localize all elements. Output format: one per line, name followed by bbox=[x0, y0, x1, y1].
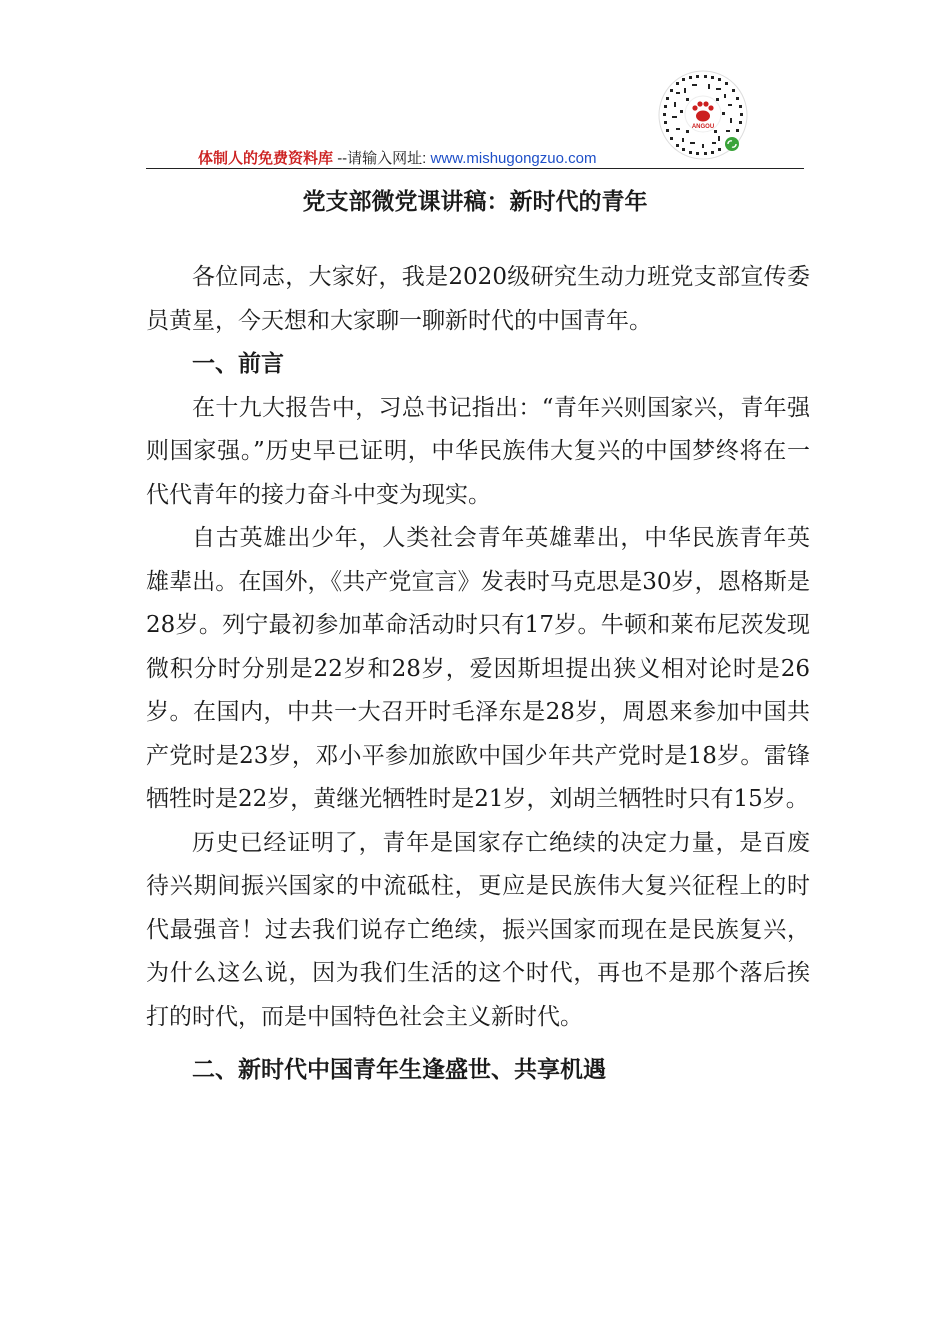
document-body bbox=[146, 256, 810, 1093]
header-brand: 体制人的免费资料库 bbox=[198, 150, 334, 167]
section-heading-preface: 一、前言 bbox=[192, 351, 284, 377]
header-separator: --请输入网址: bbox=[337, 150, 427, 167]
header-watermark bbox=[198, 147, 596, 168]
header-url[interactable]: www.mishugongzuo.com bbox=[430, 150, 597, 167]
body-paragraph: 历史已经证明了，青年是国家存亡绝续的决定力量，是百废待兴期间振兴国家的中流砥柱，更应是民族伟大复兴征程上的时代最强音！过去我们说存亡绝续，振兴国家而现在是民族复兴，为什么这么说，因为我们生活的这个时代，再也不是那个落后挨打的时代，而是中国特色社会主义新时代。 bbox=[146, 829, 810, 1030]
intro-paragraph: 各位同志，大家好，我是2020级研究生动力班党支部宣传委员黄星，今天想和大家聊一聊新时代的中国青年。 bbox=[146, 264, 810, 334]
page-header bbox=[146, 68, 804, 169]
svg-text:ANGOU: ANGOU bbox=[691, 124, 715, 130]
body-paragraph: 在十九大报告中，习总书记指出：“青年兴则国家兴，青年强则国家强。”历史早已证明，中华民族伟大复兴的中国梦终将在一代代青年的接力奋斗中变为现实。 bbox=[146, 394, 810, 508]
document-title: 党支部微党课讲稿：新时代的青年 bbox=[302, 189, 648, 215]
body-paragraph: 自古英雄出少年，人类社会青年英雄辈出，中华民族青年英雄辈出。在国外，《共产党宣言》发表时马克思是30岁，恩格斯是28岁。列宁最初参加革命活动时只有17岁。牛顿和莱布尼茨发现微积分时分别是22岁和28岁，爱因斯坦提出狭义相对论时是26岁。在国内，中共一大召开时毛泽东是28岁，周恩来参加中国共产党时是23岁，邓小平参加旅欧中国少年共产党时是18岁。雷锋牺牲时是22岁，黄继光牺牲时是21岁，刘胡兰牺牲时只有15岁。 bbox=[146, 525, 810, 812]
qr-code-icon bbox=[656, 68, 750, 162]
section-heading-new-era: 二、新时代中国青年生逢盛世、共享机遇 bbox=[192, 1057, 606, 1083]
